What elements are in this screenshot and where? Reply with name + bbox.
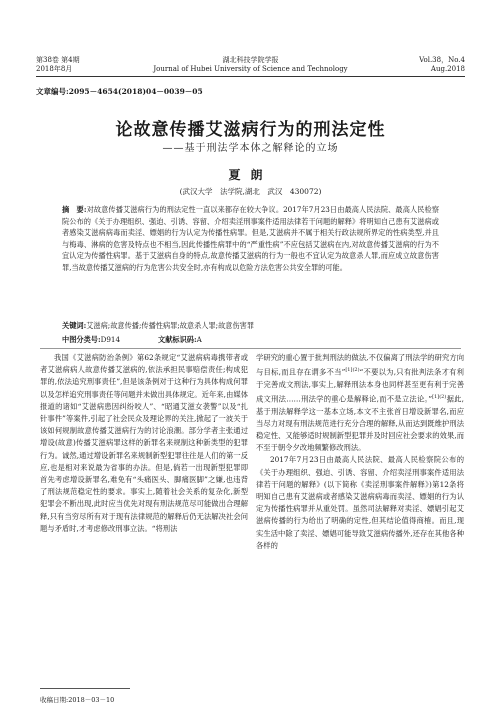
body-right-column [256, 352, 464, 552]
classification [62, 334, 439, 345]
paper-title: 论故意传播艾滋病行为的刑法定性 [115, 120, 386, 140]
paragraph-text: “不要以为,只有批判法条才有利于完善成文刑法,事实上,解释刑法本身也同样甚至更有利于完善成文刑法……刑法学的重心是解释论,而不是立法论。” [256, 367, 464, 404]
header-rule [36, 76, 465, 77]
article-number: 文章编号:2095－4654(2018)04－0039－05 [36, 87, 203, 96]
citation: [1](2) [432, 394, 447, 401]
keywords [62, 320, 439, 331]
paper-subtitle: ——基于刑法学本体之解释论的立场 [162, 143, 339, 154]
citation: [1](2) [345, 367, 360, 374]
affiliation: (武汉大学 法学院,湖北 武汉 430072) [179, 187, 322, 196]
header-aug: Aug.2018 [430, 65, 465, 73]
abstract-text: 对故意传播艾滋病行为的刑法定性一直以来都存在较大争议。2017年7月23日由最高人民法院、最高人民检察院公布的《关于办理组织、强迫、引诱、容留、介绍卖淫刑事案件适用法律若干问题的解释》将明知自己患有艾滋病或者感染艾滋病病毒而卖淫、嫖娼的行为认定为传播性病罪。但是,艾滋病并不属于相关行政法规所界定的性病类型,并且与梅毒、淋病的危害及特点也不相当,因此传播性病罪中的“严重性病”不应包括艾滋病在内,对故意传播艾滋病的行为不宜认定为传播性病罪。基于艾滋病自身的特点,故意传播艾滋病的行为一般也不宜认定为故意杀人罪,而应成立故意伤害罪,当故意传播艾滋病的行为危害公共安全时,亦有构成以危险方法危害公共安全罪的可能。 [62, 205, 440, 272]
header-vol-no: Vol.38，No.4 [419, 56, 465, 64]
header-journal-en: Journal of Hubei University of Science and Technology [153, 65, 348, 73]
paragraph: 我国《艾滋病防治条例》第62条规定“艾滋病病毒携带者或者艾滋病病人故意传播艾滋病的,依法承担民事赔偿责任;构成犯罪的,依法追究刑事责任”,但是该条例对于这种行为具体构成何罪以及怎样追究刑事责任等问题并未做出具体规定。近年来,由媒体报道的诸如“艾滋病患因纠纷咬人”、“昭通艾滋女袭警”以及“扎针事件”等案件,引起了社会民众及理论界的关注,掀起了一波关于该如何规制故意传播艾滋病行为的讨论浪潮。部分学者主张通过增设(故意)传播艾滋病罪这样的新罪名来规制这种新类型的犯罪行为。诚然,通过增设新罪名来规制新型犯罪往往是人们的第一反应,也是相对来说最为省事的办法。但是,倘若一出现新型犯罪即首先考虑增设新罪名,难免有“头痛医头、脚痛医脚”之嫌,也违背了刑法规范稳定性的要求。事实上,随着社会关系的复杂化,新型犯罪会不断出现,此时应当优先对现有刑法规范尽可能做出合理解释,只有当穷尽所有对于现有法律规范的解释后仍无法解决社会问题与矛盾时,才考虑修改刑事立法。“将刑法 [40, 353, 248, 533]
paragraph-text: 学研究的重心置于批判刑法的做法,不仅偏离了刑法学的研究方向与目标,而且存在谓多不当” [256, 353, 464, 377]
footnote-rule [40, 688, 130, 689]
clc-value: D914 [100, 335, 121, 344]
paragraph [256, 352, 464, 454]
body-left-column [40, 352, 248, 535]
header-date: 2018年8月 [36, 65, 73, 73]
header-volume-issue: 第38卷 第4期 [36, 56, 80, 64]
header-journal [36, 56, 465, 74]
doc-code-value: A [196, 335, 202, 344]
author: 夏朗 [228, 168, 273, 182]
header-journal-cn: 湖北科技学院学报 [222, 56, 279, 64]
footnote-received-date: 收稿日期:2018－03－10 [40, 696, 115, 704]
abstract [62, 204, 439, 274]
keywords-label: 关键词: [62, 321, 87, 330]
clc-label: 中图分类号: [62, 335, 101, 344]
abstract-label: 摘 要: [62, 205, 87, 214]
paragraph-text: 据此,基于刑法解释学这一基本立场,本文不主张首日增设新罪名,而应当尽力对现有刑法规范进行充分合理的解释,从而达到既维护刑法稳定性、又能够适时规制新型犯罪并及时回应社会要求的效果,而不至于朝令夕改地频繁修改刑法。 [256, 394, 464, 453]
doc-code [158, 334, 202, 345]
abstract-rule [40, 348, 461, 349]
keywords-text: 艾滋病;故意传播;传播性病罪;故意杀人罪;故意伤害罪 [86, 321, 255, 330]
doc-code-label: 文献标识码: [158, 335, 197, 344]
header-vol-en [419, 56, 465, 74]
paragraph: 2017年7月23日由最高人民法院、最高人民检察院公布的《关于办理组织、强迫、引诱、容留、介绍卖淫刑事案件适用法律若干问题的解释》(以下简称《卖淫刑事案件解释》)第12条将明知自己患有艾滋病或者感染艾滋病病毒而卖淫、嫖娼的行为认定为传播性病罪并从重处罚。虽然司法解释对卖淫、嫖娼引起艾滋病传播的行为给出了明确的定性,但其结论值得商榷。而且,现实生活中除了卖淫、嫖娼可能导致艾滋病传播外,还存在其他各种各样的 [256, 455, 464, 550]
